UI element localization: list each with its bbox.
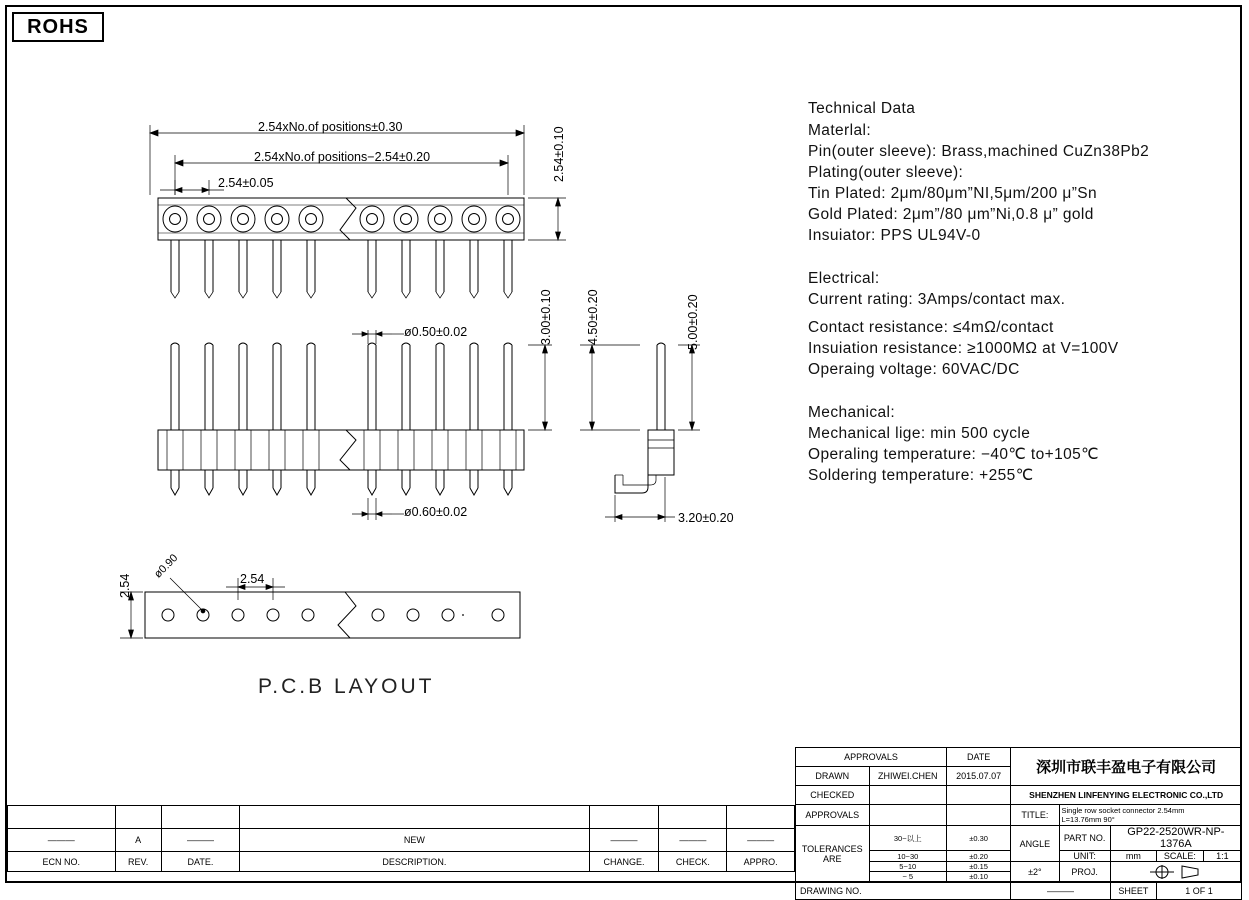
unit-label: UNIT:	[1059, 851, 1110, 862]
drawingno-label: DRAWING NO.	[796, 882, 1011, 900]
sheet-value: 1 OF 1	[1157, 882, 1242, 900]
insulator: Insuiator: PPS UL94V-0	[808, 227, 981, 244]
rev-header-rev: REV.	[115, 852, 161, 872]
company-name-en: SHENZHEN LINFENYING ELECTRONIC CO.,LTD	[1011, 786, 1242, 805]
rev-rev-0	[115, 806, 161, 829]
partno-label: PART NO.	[1059, 826, 1110, 851]
material-pin: Pin(outer sleeve): Brass,machined CuZn38Pb2	[808, 143, 1150, 160]
dim-h300: 3.00±0.10	[539, 289, 553, 345]
title-line2: L=13.76mm 90°	[1061, 815, 1115, 824]
drawingno-value: ———	[1011, 882, 1110, 900]
pcb-layout-caption: P.C.B LAYOUT	[258, 675, 435, 698]
rev-date-1: ———	[161, 829, 239, 852]
tol-range-2: 5~10	[869, 862, 946, 872]
dim-right-254: 2.54±0.10	[552, 126, 566, 182]
angle-value: ±2°	[1011, 862, 1059, 882]
tin-plated: Tin Plated: 2μm/80μm”NI,5μm/200 μ”Sn	[808, 185, 1098, 202]
plating-heading: Plating(outer sleeve):	[808, 164, 964, 181]
mechanical-life: Mechanical lige: min 500 cycle	[808, 425, 1031, 442]
rev-ecn-1: ———	[8, 829, 116, 852]
rev-header-date: DATE.	[161, 852, 239, 872]
angle-label: ANGLE	[1011, 826, 1059, 862]
rohs-badge: ROHS	[12, 12, 104, 42]
scale-value: 1:1	[1203, 851, 1241, 862]
rev-check-1: ———	[659, 829, 727, 852]
rev-ecn-0	[8, 806, 116, 829]
title-value	[1059, 805, 1242, 826]
tol-range-1: 10~30	[869, 851, 946, 862]
technical-data-heading: Technical Data	[808, 100, 916, 117]
dim-d320: 3.20±0.20	[678, 511, 734, 525]
table-row	[8, 829, 795, 852]
rev-header-change: CHANGE.	[589, 852, 659, 872]
tolerances-label: TOLERANCES ARE	[796, 826, 870, 882]
approvals-header: APPROVALS	[796, 748, 947, 767]
rev-header-check: CHECK.	[659, 852, 727, 872]
revision-table	[7, 805, 795, 872]
title-label: TITLE:	[1011, 805, 1059, 826]
partno-value: GP22-2520WR-NP-1376A	[1110, 826, 1241, 851]
title-block	[795, 747, 1242, 900]
tol-val-0: ±0.30	[947, 826, 1011, 851]
drawn-label: DRAWN	[796, 767, 870, 786]
rev-check-0	[659, 806, 727, 829]
company-name-cn: 深圳市联丰盈电子有限公司	[1011, 748, 1242, 786]
projection-symbol	[1110, 862, 1241, 882]
rev-appro-0	[727, 806, 795, 829]
rev-desc-1: NEW	[240, 829, 589, 852]
dim-top-overall: 2.54xNo.of positions±0.30	[258, 120, 403, 134]
operating-voltage: Operaing voltage: 60VAC/DC	[808, 361, 1020, 378]
rev-header-ecn: ECN NO.	[8, 852, 116, 872]
rev-header-desc: DESCRIPTION.	[240, 852, 589, 872]
dim-pcb-pitch: 2.54	[240, 572, 265, 586]
electrical-heading: Electrical:	[808, 270, 880, 287]
approvals-label: APPROVALS	[796, 805, 870, 826]
dim-pcb-hole: ø0.90	[152, 552, 181, 581]
rev-appro-1: ———	[727, 829, 795, 852]
dim-pitch: 2.54±0.05	[218, 176, 274, 190]
current-rating: Current rating: 3Amps/contact max.	[808, 291, 1066, 308]
table-row	[8, 806, 795, 829]
tol-val-3: ±0.10	[947, 872, 1011, 882]
rev-change-1: ———	[589, 829, 659, 852]
rev-desc-0	[240, 806, 589, 829]
rev-header-appro: APPRO.	[727, 852, 795, 872]
rev-change-0	[589, 806, 659, 829]
scale-label: SCALE:	[1157, 851, 1204, 862]
drawn-date: 2015.07.07	[947, 767, 1011, 786]
rev-date-0	[161, 806, 239, 829]
tol-range-3: ~ 5	[869, 872, 946, 882]
tol-range-0: 30~以上	[869, 826, 946, 851]
unit-value: mm	[1110, 851, 1156, 862]
proj-label: PROJ.	[1059, 862, 1110, 882]
dim-h450: 4.50±0.20	[586, 289, 600, 345]
insulation-resistance: Insuiation resistance: ≥1000MΩ at V=100V	[808, 340, 1119, 357]
operating-temperature: Operaling temperature: −40℃ to+105℃	[808, 446, 1099, 463]
checked-label: CHECKED	[796, 786, 870, 805]
tol-val-1: ±0.20	[947, 851, 1011, 862]
tol-val-2: ±0.15	[947, 862, 1011, 872]
table-header-row	[8, 852, 795, 872]
drawn-name: ZHIWEI.CHEN	[869, 767, 946, 786]
soldering-temperature: Soldering temperature: +255℃	[808, 467, 1034, 484]
dim-top-inner: 2.54xNo.of positions−2.54±0.20	[254, 150, 431, 164]
dim-h500: 5.00±0.20	[686, 294, 700, 350]
date-header: DATE	[947, 748, 1011, 767]
mechanical-heading: Mechanical:	[808, 404, 896, 421]
title-line1: Single row socket connector 2.54mm	[1061, 806, 1185, 815]
rev-rev-1: A	[115, 829, 161, 852]
dim-hole-050: ø0.50±0.02	[404, 325, 468, 339]
contact-resistance: Contact resistance: ≤4mΩ/contact	[808, 319, 1054, 336]
dim-pcb-row: 2.54	[118, 573, 132, 598]
gold-plated: Gold Plated: 2μm”/80 μm”Ni,0.8 μ” gold	[808, 206, 1094, 223]
material-heading: Materlal:	[808, 122, 872, 139]
sheet-label: SHEET	[1110, 882, 1156, 900]
dim-pin-060: ø0.60±0.02	[404, 505, 468, 519]
